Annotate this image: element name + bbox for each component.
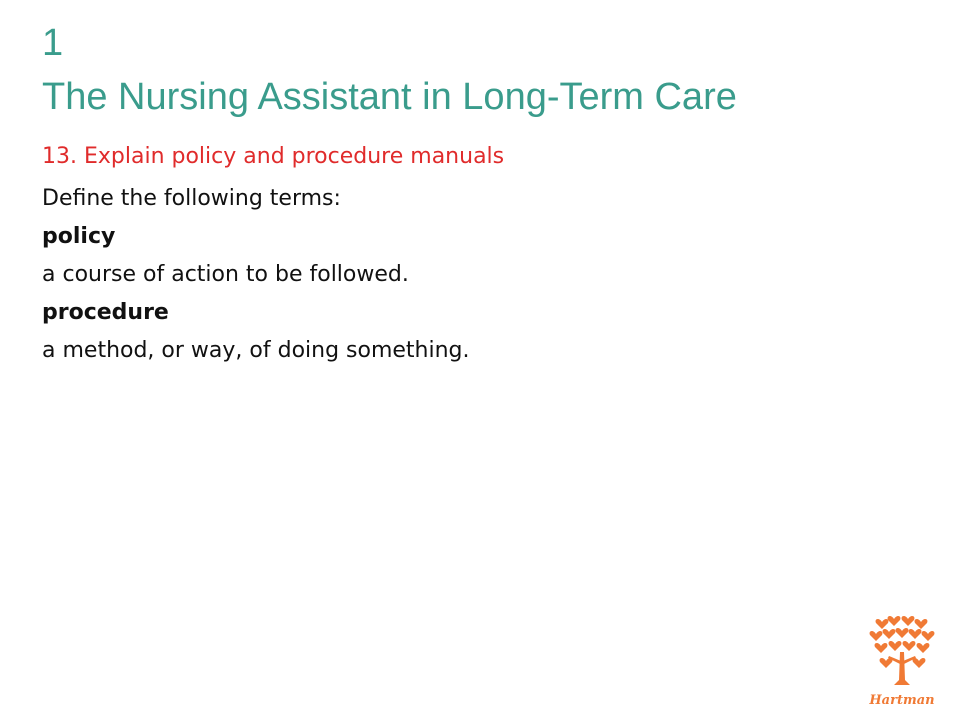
intro-text: Define the following terms:: [42, 186, 341, 211]
learning-objective: 13. Explain policy and procedure manuals: [42, 144, 505, 169]
chapter-number: 1: [42, 22, 64, 64]
logo-wordmark: Hartman: [869, 693, 935, 708]
term-procedure: procedure: [42, 300, 169, 325]
hartman-logo: [864, 612, 940, 710]
term-policy: policy: [42, 224, 116, 249]
chapter-title: The Nursing Assistant in Long-Term Care: [42, 76, 737, 118]
heart-tree-icon: [870, 616, 935, 685]
definition-policy: a course of action to be followed.: [42, 262, 409, 287]
definition-procedure: a method, or way, of doing something.: [42, 338, 470, 363]
